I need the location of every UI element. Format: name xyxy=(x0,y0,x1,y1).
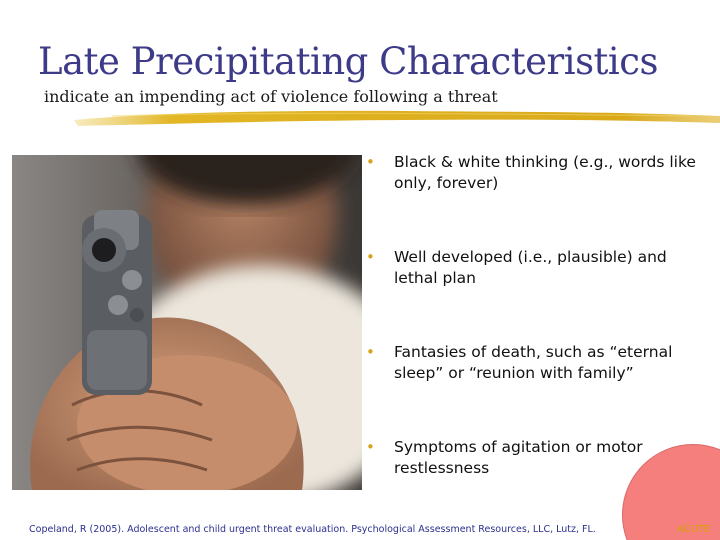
bullet-text: Black & white thinking (e.g., words like only, forever) xyxy=(394,153,696,192)
bullet-text: Well developed (i.e., plausible) and lethal plan xyxy=(394,248,667,287)
slide-title: Late Precipitating Characteristics xyxy=(38,40,658,83)
bullet-item xyxy=(366,342,711,437)
revolver-photo xyxy=(12,155,362,490)
acute-label: ACUTE xyxy=(677,524,711,535)
bullet-dot-icon: • xyxy=(366,248,375,266)
slide-subtitle: indicate an impending act of violence following a threat xyxy=(44,87,498,106)
bullet-text: Symptoms of agitation or motor restlessness xyxy=(394,438,643,477)
bullet-item xyxy=(366,152,711,247)
citation: Copeland, R (2005). Adolescent and child urgent threat evaluation. Psychological Assessment Resources, LLC, Lutz, FL. xyxy=(29,524,596,535)
bullet-dot-icon: • xyxy=(366,153,375,171)
bullet-item xyxy=(366,247,711,342)
title-underline-brushstroke xyxy=(72,104,720,130)
bullet-dot-icon: • xyxy=(366,343,375,361)
bullet-text: Fantasies of death, such as “eternal sleep” or “reunion with family” xyxy=(394,343,673,382)
bullet-dot-icon: • xyxy=(366,438,375,456)
